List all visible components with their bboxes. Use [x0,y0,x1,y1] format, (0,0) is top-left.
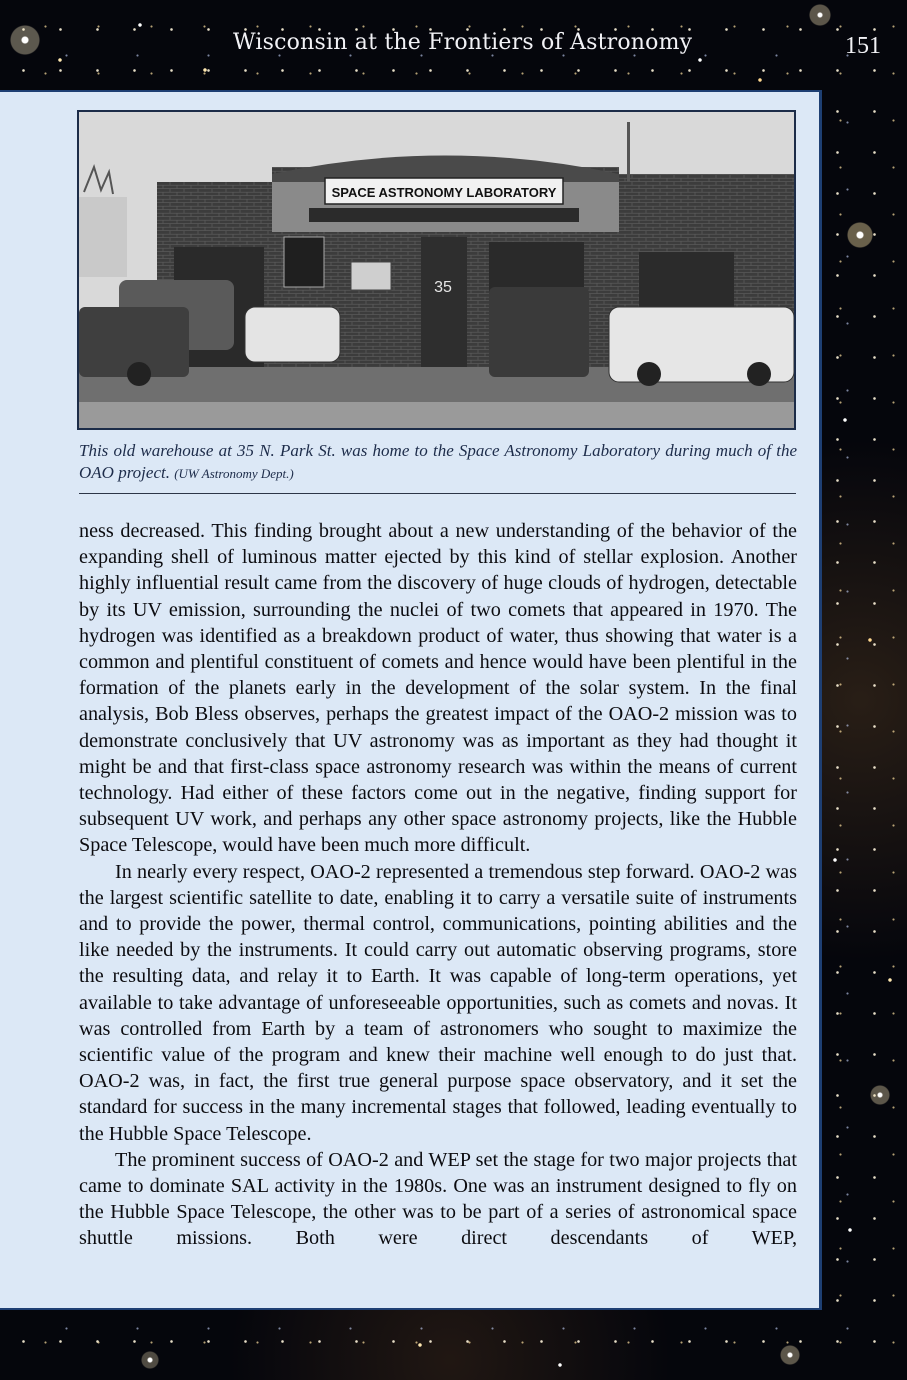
wheel [747,362,771,386]
front-door [421,237,467,377]
page-number: 151 [845,33,881,59]
window-ac [351,262,391,290]
paragraph: In nearly every respect, OAO-2 represented a tremendous step forward. OAO-2 was the largest scientific satellite to date, enabling it to carry a versatile suite of instruments and to provide the power, thermal control, communications, pointing abilities and the like needed by the instruments. It could carry out automatic observing programs, store the resulting data, and relay it to Earth. It was capable of long-term operations, yet available to take advantage of unforeseeable opportunities, such as comets and novas. It was controlled from Earth by a team of astronomers who sought to maximize the scientific value of the program and knew their machine well enough to do just that. OAO-2 was, in fact, the first true general purpose space observatory, and it set the standard for success in the many incremental stages that followed, leading eventually to the Hubble Space Telescope. [79,860,797,1145]
caption-credit: (UW Astronomy Dept.) [174,466,294,481]
running-head: Wisconsin at the Frontiers of Astronomy [233,30,693,55]
sign-text: SPACE ASTRONOMY LABORATORY [331,185,557,200]
caption-rule [79,493,796,494]
door-number: 35 [434,279,452,296]
wheel [637,362,661,386]
pickup-truck [489,287,589,377]
window-left [284,237,324,287]
paragraph: ness decreased. This finding brought about a new understanding of the behavior of the expanding shell of luminous matter ejected by this kind of stellar explosion. Another highly influential result came from the discovery of huge clouds of hydrogen, detectable by its UV emission, surrounding the nuclei of two comets that appeared in 1970. The hydrogen was identified as a breakdown product of water, thus showing that water is a common and plentiful constituent of comets and hence would have been plentiful in the formation of the planets early in the development of the solar system. In the final analysis, Bob Bless observes, perhaps the greatest impact of the OAO-2 mission was to demonstrate conclusively that UV astronomy was as important as they had thought it might be and that first-class space astronomy research was within the means of current technology. Had either of these factors come out in the negative, finding support for subsequent UV work, and perhaps any other space astronomy projects, like the Hubble Space Telescope, would have been much more difficult. [79,520,797,857]
paragraph: The prominent success of OAO-2 and WEP set the stage for two major projects that came to dominate SAL activity in the 1980s. One was an instrument designed to fly on the Hubble Space Telescope, the other was to be part of a series of astronomical space shuttle missions. Both were direct descendants of WEP, [79,1148,797,1250]
caption-text: This old warehouse at 35 N. Park St. was home to the Space Astronomy Laboratory during much of the OAO project. [79,441,797,482]
sidewalk [79,402,794,428]
white-sedan [245,307,340,362]
body-text [79,518,797,1252]
warehouse-photo [79,112,794,428]
left-building [79,197,127,277]
figure-caption [79,440,797,485]
wheel [127,362,151,386]
utility-pole [627,122,630,182]
awning [309,208,579,222]
figure-photo [77,110,796,430]
